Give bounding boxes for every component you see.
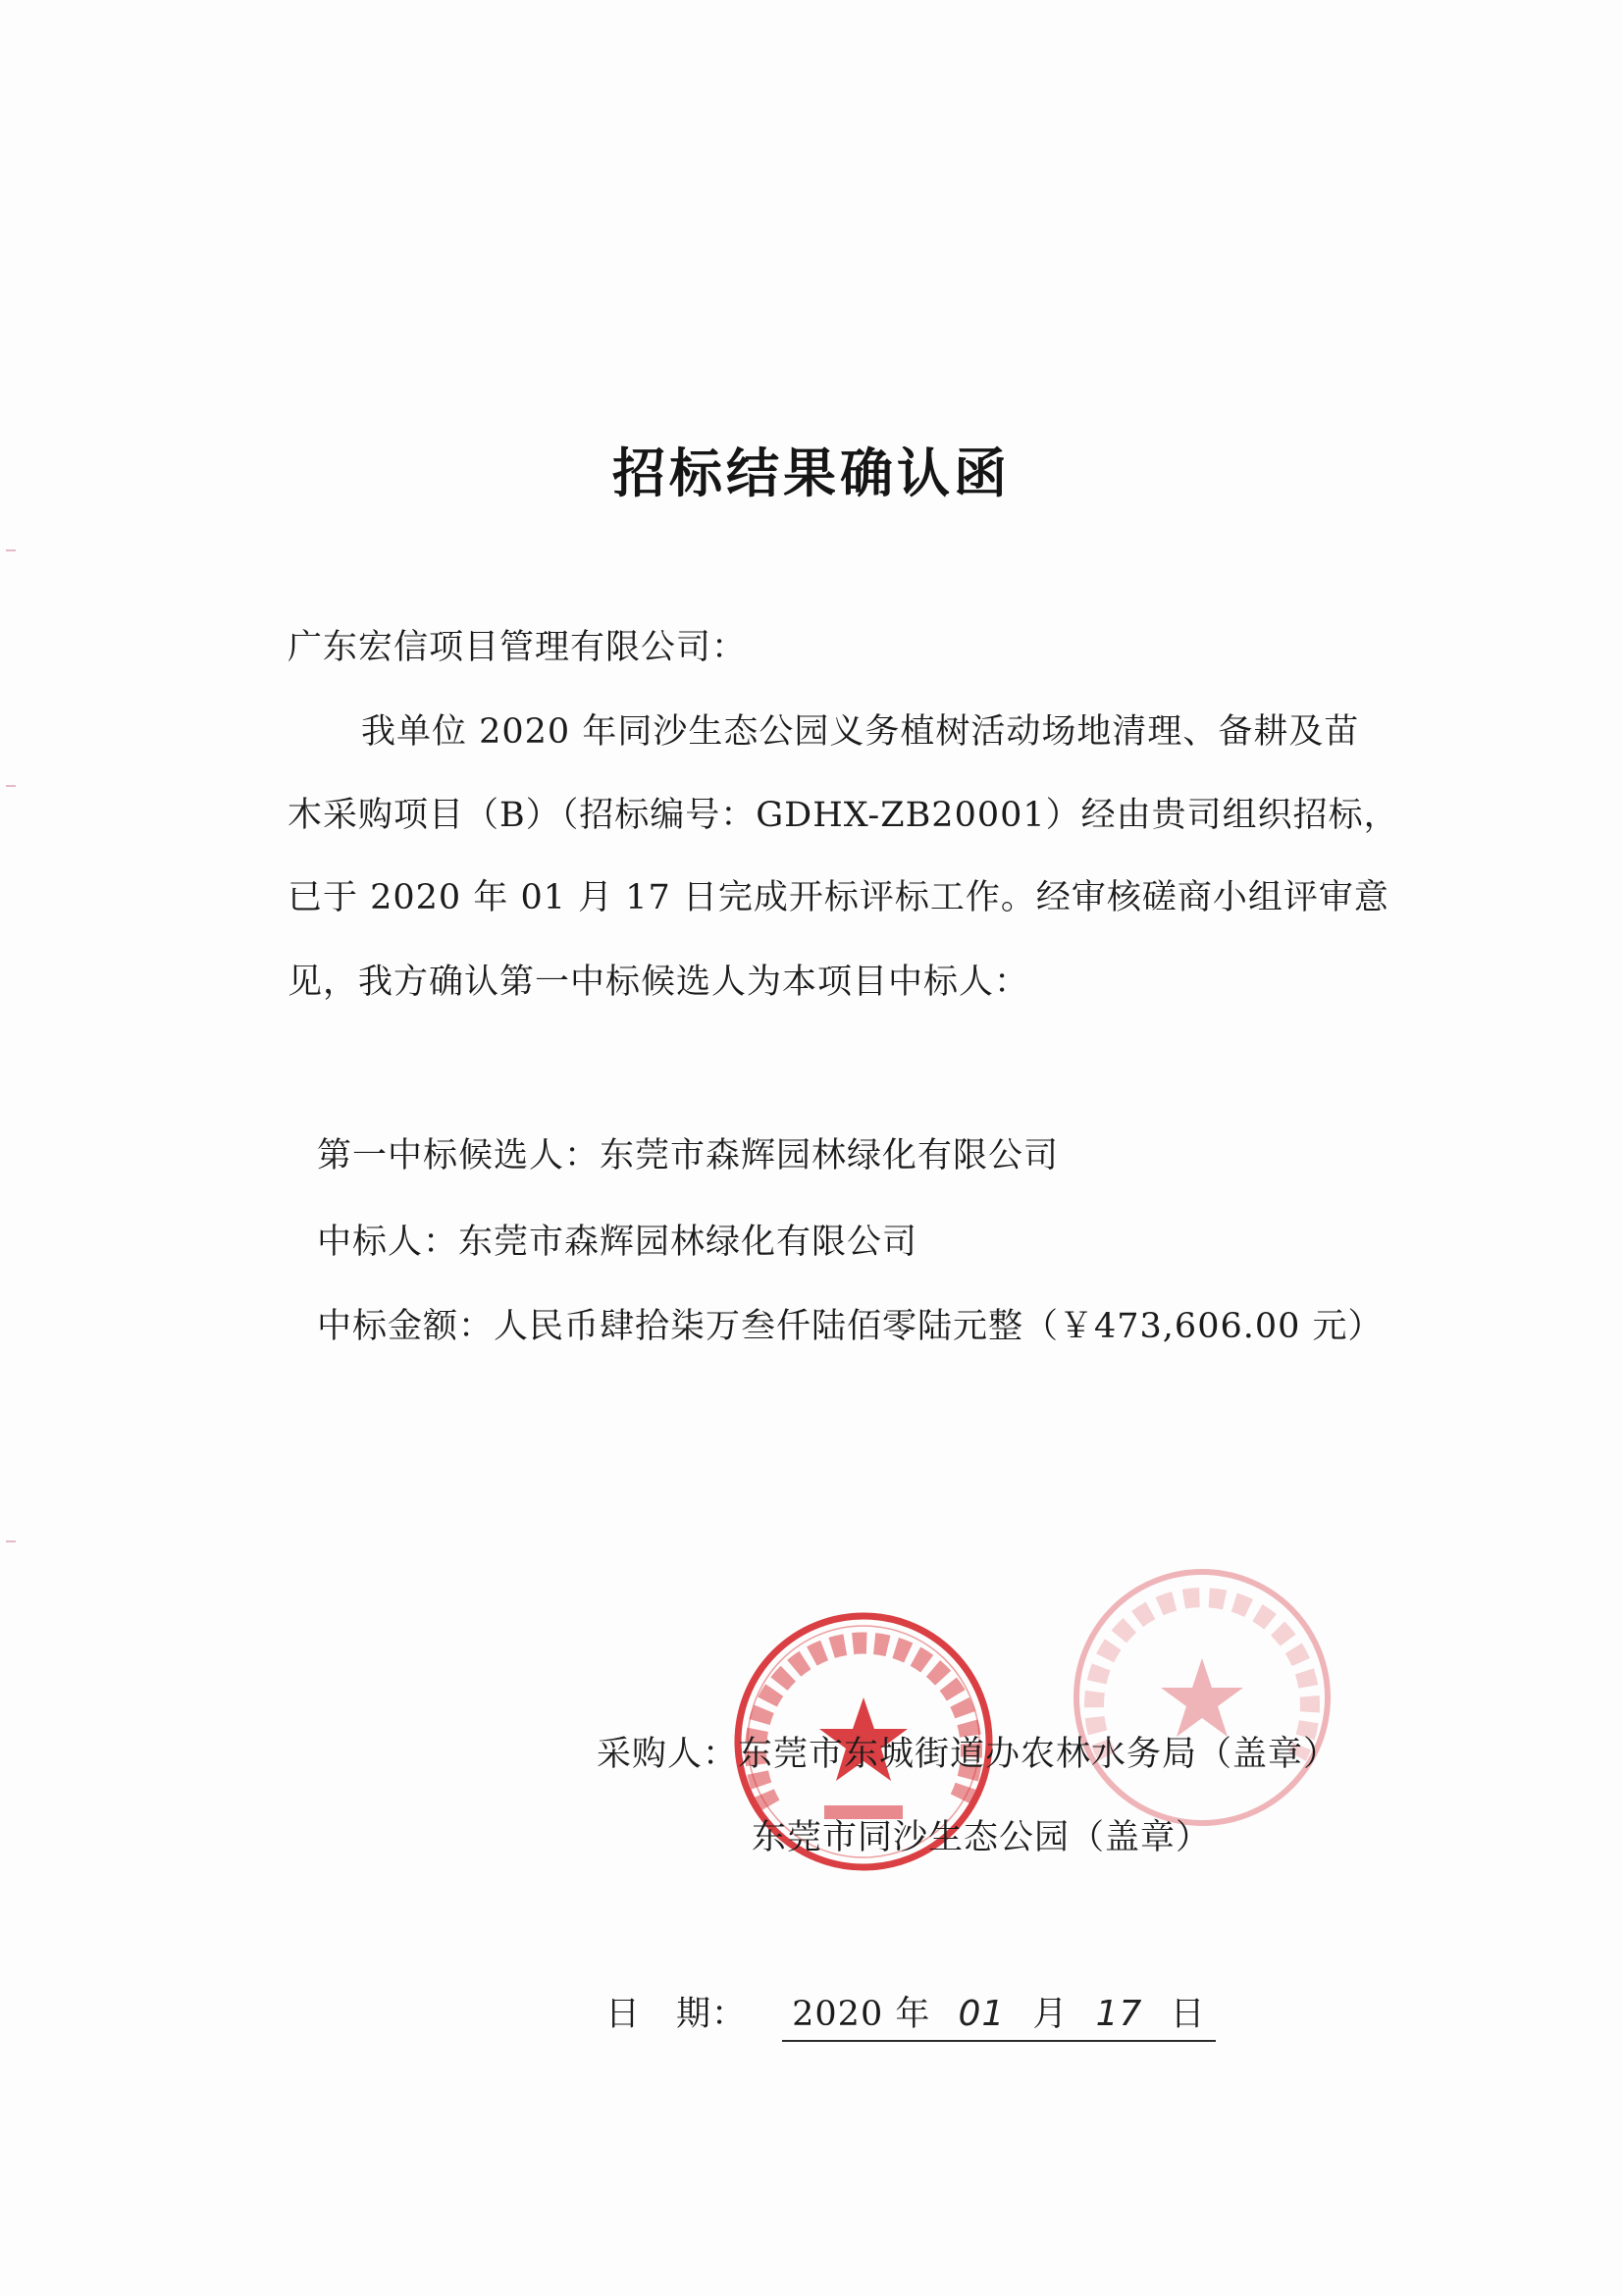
pale-official-seal-icon bbox=[1070, 1565, 1335, 1830]
first-candidate: 第一中标候选人：东莞市森辉园林绿化有限公司 bbox=[317, 1136, 1060, 1175]
date-month-unit: 月 bbox=[1032, 1995, 1069, 2034]
addressee: 广东宏信项目管理有限公司： bbox=[288, 628, 748, 667]
purchaser-signature: 采购人：东莞市东城街道办农林水务局（盖章） bbox=[597, 1735, 1339, 1774]
body-line: 我单位 2020 年同沙生态公园义务植树活动场地清理、备耕及苗 bbox=[361, 712, 1360, 752]
winning-amount: 中标金额：人民币肆拾柒万叁仟陆佰零陆元整（￥473,606.00 元） bbox=[317, 1307, 1384, 1346]
date-label: 日 期： bbox=[605, 1995, 748, 2034]
date-year: 2020 bbox=[792, 1995, 884, 2034]
date-day-unit: 日 bbox=[1170, 1995, 1206, 2034]
date-row bbox=[605, 1987, 1216, 2042]
date-day-handwritten: 17 bbox=[1095, 1994, 1143, 2034]
date-value bbox=[782, 1987, 1215, 2042]
date-month-handwritten: 01 bbox=[958, 1994, 1006, 2034]
date-year-unit: 年 bbox=[895, 1995, 931, 2034]
margin-mark bbox=[6, 549, 16, 551]
margin-mark bbox=[6, 785, 16, 787]
margin-mark bbox=[6, 1540, 16, 1542]
park-signature: 东莞市同沙生态公园（盖章） bbox=[752, 1818, 1212, 1857]
body-line: 已于 2020 年 01 月 17 日完成开标评标工作。经审核磋商小组评审意 bbox=[288, 878, 1389, 917]
document-title: 招标结果确认函 bbox=[612, 443, 1011, 504]
winning-bidder: 中标人：东莞市森辉园林绿化有限公司 bbox=[317, 1223, 918, 1262]
body-line: 木采购项目（B）（招标编号：GDHX-ZB20001）经由贵司组织招标， bbox=[288, 796, 1399, 835]
body-line: 见，我方确认第一中标候选人为本项目中标人： bbox=[288, 963, 1030, 1002]
